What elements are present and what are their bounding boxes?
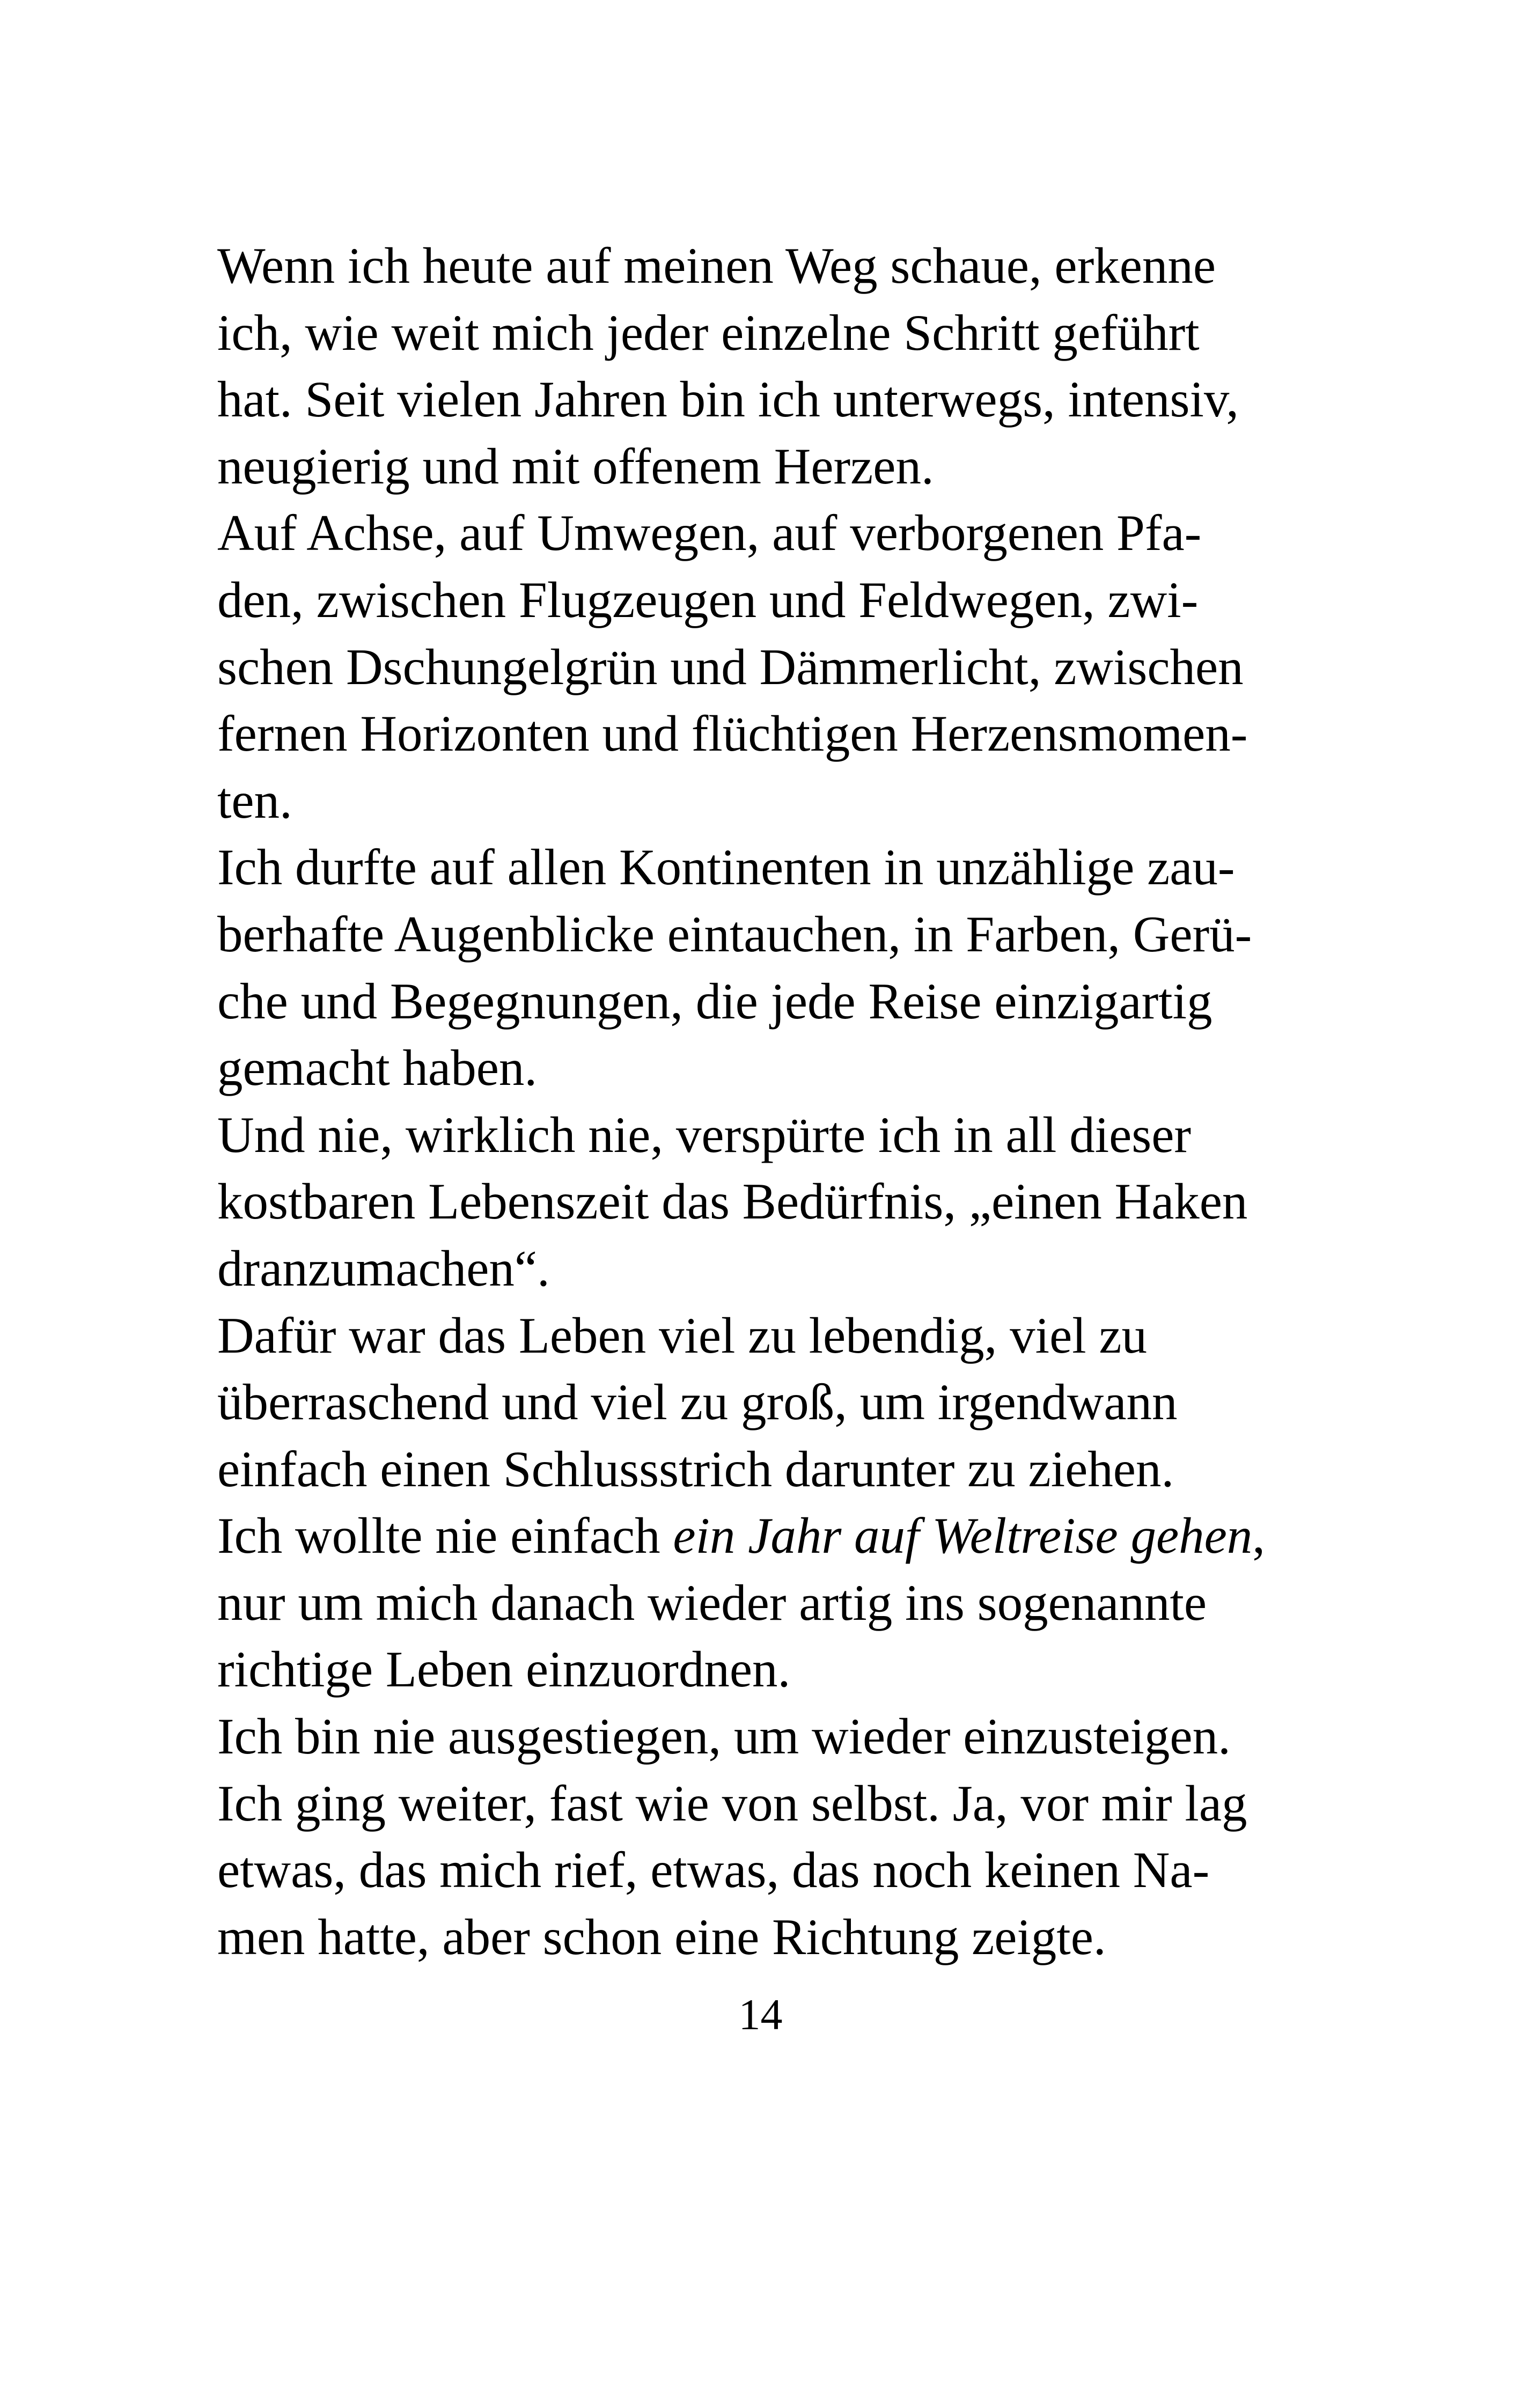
text-line: Auf Achse, auf Umwegen, auf verborgenen Pfa- xyxy=(217,504,1202,562)
text-line-with-italic xyxy=(217,1502,1322,1569)
text-line: nur um mich danach wieder artig ins sogenannte xyxy=(217,1574,1207,1631)
text-line: überraschend und viel zu groß, um irgendwann xyxy=(217,1374,1178,1431)
text-line: fernen Horizonten und flüchtigen Herzensmomen- xyxy=(217,705,1248,762)
text-line: einfach einen Schlussstrich darunter zu ziehen. xyxy=(217,1440,1174,1497)
text-line: schen Dschungelgrün und Dämmerlicht, zwischen xyxy=(217,638,1244,695)
text-line: dranzumachen“. xyxy=(217,1239,550,1297)
text-line: Ich ging weiter, fast wie von selbst. Ja, vor mir lag xyxy=(217,1774,1247,1832)
text-line: berhafte Augenblicke eintauchen, in Farben, Gerü- xyxy=(217,905,1252,963)
text-line: Wenn ich heute auf meinen Weg schaue, erkenne xyxy=(217,237,1216,294)
text-line: etwas, das mich rief, etwas, das noch keinen Na- xyxy=(217,1841,1210,1899)
text-line: Ich durfte auf allen Kontinenten in unzählige zau- xyxy=(217,839,1235,896)
line-text-after-italic: , xyxy=(1252,1507,1266,1565)
text-line: men hatte, aber schon eine Richtung zeigte. xyxy=(217,1908,1106,1965)
text-line: neugierig und mit offenem Herzen. xyxy=(217,437,934,495)
italic-phrase: ein Jahr auf Weltreise gehen xyxy=(673,1507,1253,1565)
text-line: richtige Leben einzuordnen. xyxy=(217,1641,791,1698)
text-line: den, zwischen Flugzeugen und Feldwegen, zwi- xyxy=(217,571,1199,628)
body-text xyxy=(217,232,1322,1970)
text-line: gemacht haben. xyxy=(217,1039,538,1097)
text-line: ten. xyxy=(217,772,292,829)
text-line: ich, wie weit mich jeder einzelne Schritt geführt xyxy=(217,304,1200,361)
text-line: che und Begegnungen, die jede Reise einzigartig xyxy=(217,972,1213,1030)
text-line: kostbaren Lebenszeit das Bedürfnis, „einen Haken xyxy=(217,1173,1248,1230)
text-line: hat. Seit vielen Jahren bin ich unterwegs, intensiv, xyxy=(217,371,1239,428)
page-number: 14 xyxy=(738,1990,783,2039)
line-text-before-italic: Ich wollte nie einfach xyxy=(217,1507,673,1565)
text-line: Ich bin nie ausgestiegen, um wieder einzusteigen. xyxy=(217,1708,1231,1765)
text-line: Und nie, wirklich nie, verspürte ich in all dieser xyxy=(217,1106,1192,1163)
text-line: Dafür war das Leben viel zu lebendig, viel zu xyxy=(217,1306,1148,1364)
